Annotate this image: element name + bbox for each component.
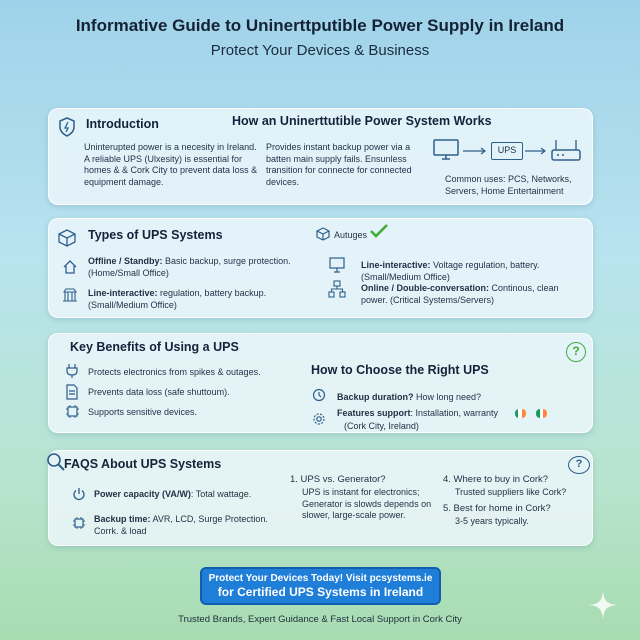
office-icon bbox=[62, 287, 78, 303]
line-left-label: Line-interactive: bbox=[88, 288, 158, 298]
how-text: Provides instant backup power via a batten main supply fails. Ensunless transition for connecte for connected devices. bbox=[266, 142, 412, 187]
power-capacity-label: Power capacity (VA/W) bbox=[94, 489, 191, 499]
how-heading: How an Uninerttutible Power System Works bbox=[232, 114, 492, 128]
power-capacity-desc: : Total wattage. bbox=[190, 489, 252, 499]
common-uses: Common uses: PCS, Networks, Servers, Home Entertainment bbox=[445, 174, 572, 196]
online-text bbox=[361, 283, 586, 306]
features-label: Features support bbox=[337, 408, 411, 418]
power-capacity bbox=[94, 489, 294, 501]
offline-desc: Basic backup, surge protection. (Home/Small Office) bbox=[88, 256, 291, 278]
types-badge: Autuges bbox=[334, 230, 368, 240]
plug-icon bbox=[65, 363, 79, 379]
chat-help-icon bbox=[568, 456, 590, 474]
ups-box bbox=[491, 142, 523, 160]
magnifier-icon bbox=[46, 452, 66, 472]
sparkle-icon bbox=[588, 590, 618, 620]
benefit-item-1: Protects electronics from spikes & outages. bbox=[88, 367, 261, 377]
chip-icon bbox=[72, 516, 86, 530]
features-place: (Cork City, Ireland) bbox=[344, 421, 419, 431]
router-icon bbox=[550, 138, 582, 164]
clock-icon bbox=[312, 388, 326, 402]
home-icon bbox=[62, 259, 78, 275]
line-right-text bbox=[361, 260, 541, 283]
faqs-heading: FAQS About UPS Systems bbox=[64, 457, 222, 471]
ups-box-label: UPS bbox=[497, 145, 517, 155]
chat-help-glyph: ? bbox=[575, 458, 583, 470]
gear-icon bbox=[312, 412, 326, 426]
backup-time-desc: AVR, LCD, Surge Protection. bbox=[150, 514, 268, 524]
backup-time bbox=[94, 514, 294, 526]
online-desc: Continous, clean power. (Critical Systems/Servers) bbox=[361, 283, 559, 305]
backup-time-extra: Corrk. & load bbox=[94, 526, 147, 536]
help-glyph: ? bbox=[572, 344, 580, 358]
power-icon bbox=[72, 487, 86, 501]
help-icon bbox=[566, 342, 586, 362]
backup-duration-label: Backup duration? bbox=[337, 392, 414, 402]
benefits-heading: Key Benefits of Using a UPS bbox=[70, 340, 239, 354]
faq-q1-text: UPS is instant for electronics; Generator is slowds depends on slower, large-scale power. bbox=[302, 487, 432, 520]
faq-q5-title: 5. Best for home in Cork? bbox=[443, 503, 551, 514]
box-icon bbox=[315, 226, 331, 242]
faq-q5-text: 3-5 years typically. bbox=[455, 516, 529, 526]
backup-duration-desc: How long need? bbox=[413, 392, 482, 402]
ups-units-icon bbox=[56, 226, 78, 248]
offline-text bbox=[88, 256, 298, 279]
ireland-flag-icon bbox=[515, 409, 526, 418]
page-title: Informative Guide to Uninerttputible Power Supply in Ireland bbox=[75, 16, 565, 35]
cta-line-1: Protect Your Devices Today! Visit pcsystems.ie bbox=[208, 573, 433, 584]
shield-icon bbox=[58, 117, 76, 137]
page-subtitle: Protect Your Devices & Business bbox=[210, 42, 430, 59]
document-icon bbox=[65, 384, 79, 400]
offline-label: Offline / Standby: bbox=[88, 256, 163, 266]
cta-button[interactable] bbox=[200, 567, 441, 605]
footer-text: Trusted Brands, Expert Guidance & Fast Local Support in Cork City bbox=[178, 614, 462, 625]
line-left-text bbox=[88, 288, 288, 311]
backup-duration bbox=[337, 392, 537, 404]
line-left-desc: regulation, battery backup. (Small/Medium Office) bbox=[88, 288, 267, 310]
benefit-item-3: Supports sensitive devices. bbox=[88, 407, 198, 417]
desktop-icon bbox=[328, 256, 346, 274]
ireland-flag-icon bbox=[536, 409, 547, 418]
backup-time-label: Backup time: bbox=[94, 514, 151, 524]
line-right-label: Line-interactive: bbox=[361, 260, 431, 270]
network-icon bbox=[328, 280, 346, 298]
choose-heading: How to Choose the Right UPS bbox=[311, 363, 489, 377]
arrow-right-icon bbox=[463, 147, 489, 155]
cta-line-2: for Certified UPS Systems in Ireland bbox=[217, 585, 424, 599]
arrow-right-icon bbox=[525, 147, 549, 155]
benefit-item-2: Prevents data loss (safe shuttoum). bbox=[88, 387, 230, 397]
line-right-desc: Voltage regulation, battery. (Small/Medium Office) bbox=[361, 260, 540, 282]
faq-q4-text: Trusted suppliers like Cork? bbox=[455, 487, 567, 497]
intro-text: Uninterupted power is a necesity in Ireland. A reliable UPS (Ulxesity) is essential for homes & & Cork City to prevent data loss & equipment damage. bbox=[84, 142, 258, 187]
faq-q1-title: 1. UPS vs. Generator? bbox=[290, 474, 386, 485]
features-desc: : Installation, warranty bbox=[410, 408, 499, 418]
features-support bbox=[337, 408, 577, 420]
types-heading: Types of UPS Systems bbox=[88, 228, 223, 242]
check-icon bbox=[369, 222, 389, 240]
chip-icon bbox=[65, 404, 80, 419]
intro-heading: Introduction bbox=[86, 117, 159, 131]
faq-q4-title: 4. Where to buy in Cork? bbox=[443, 474, 549, 485]
online-label: Online / Double-conversation: bbox=[361, 283, 490, 293]
computer-icon bbox=[432, 138, 460, 162]
